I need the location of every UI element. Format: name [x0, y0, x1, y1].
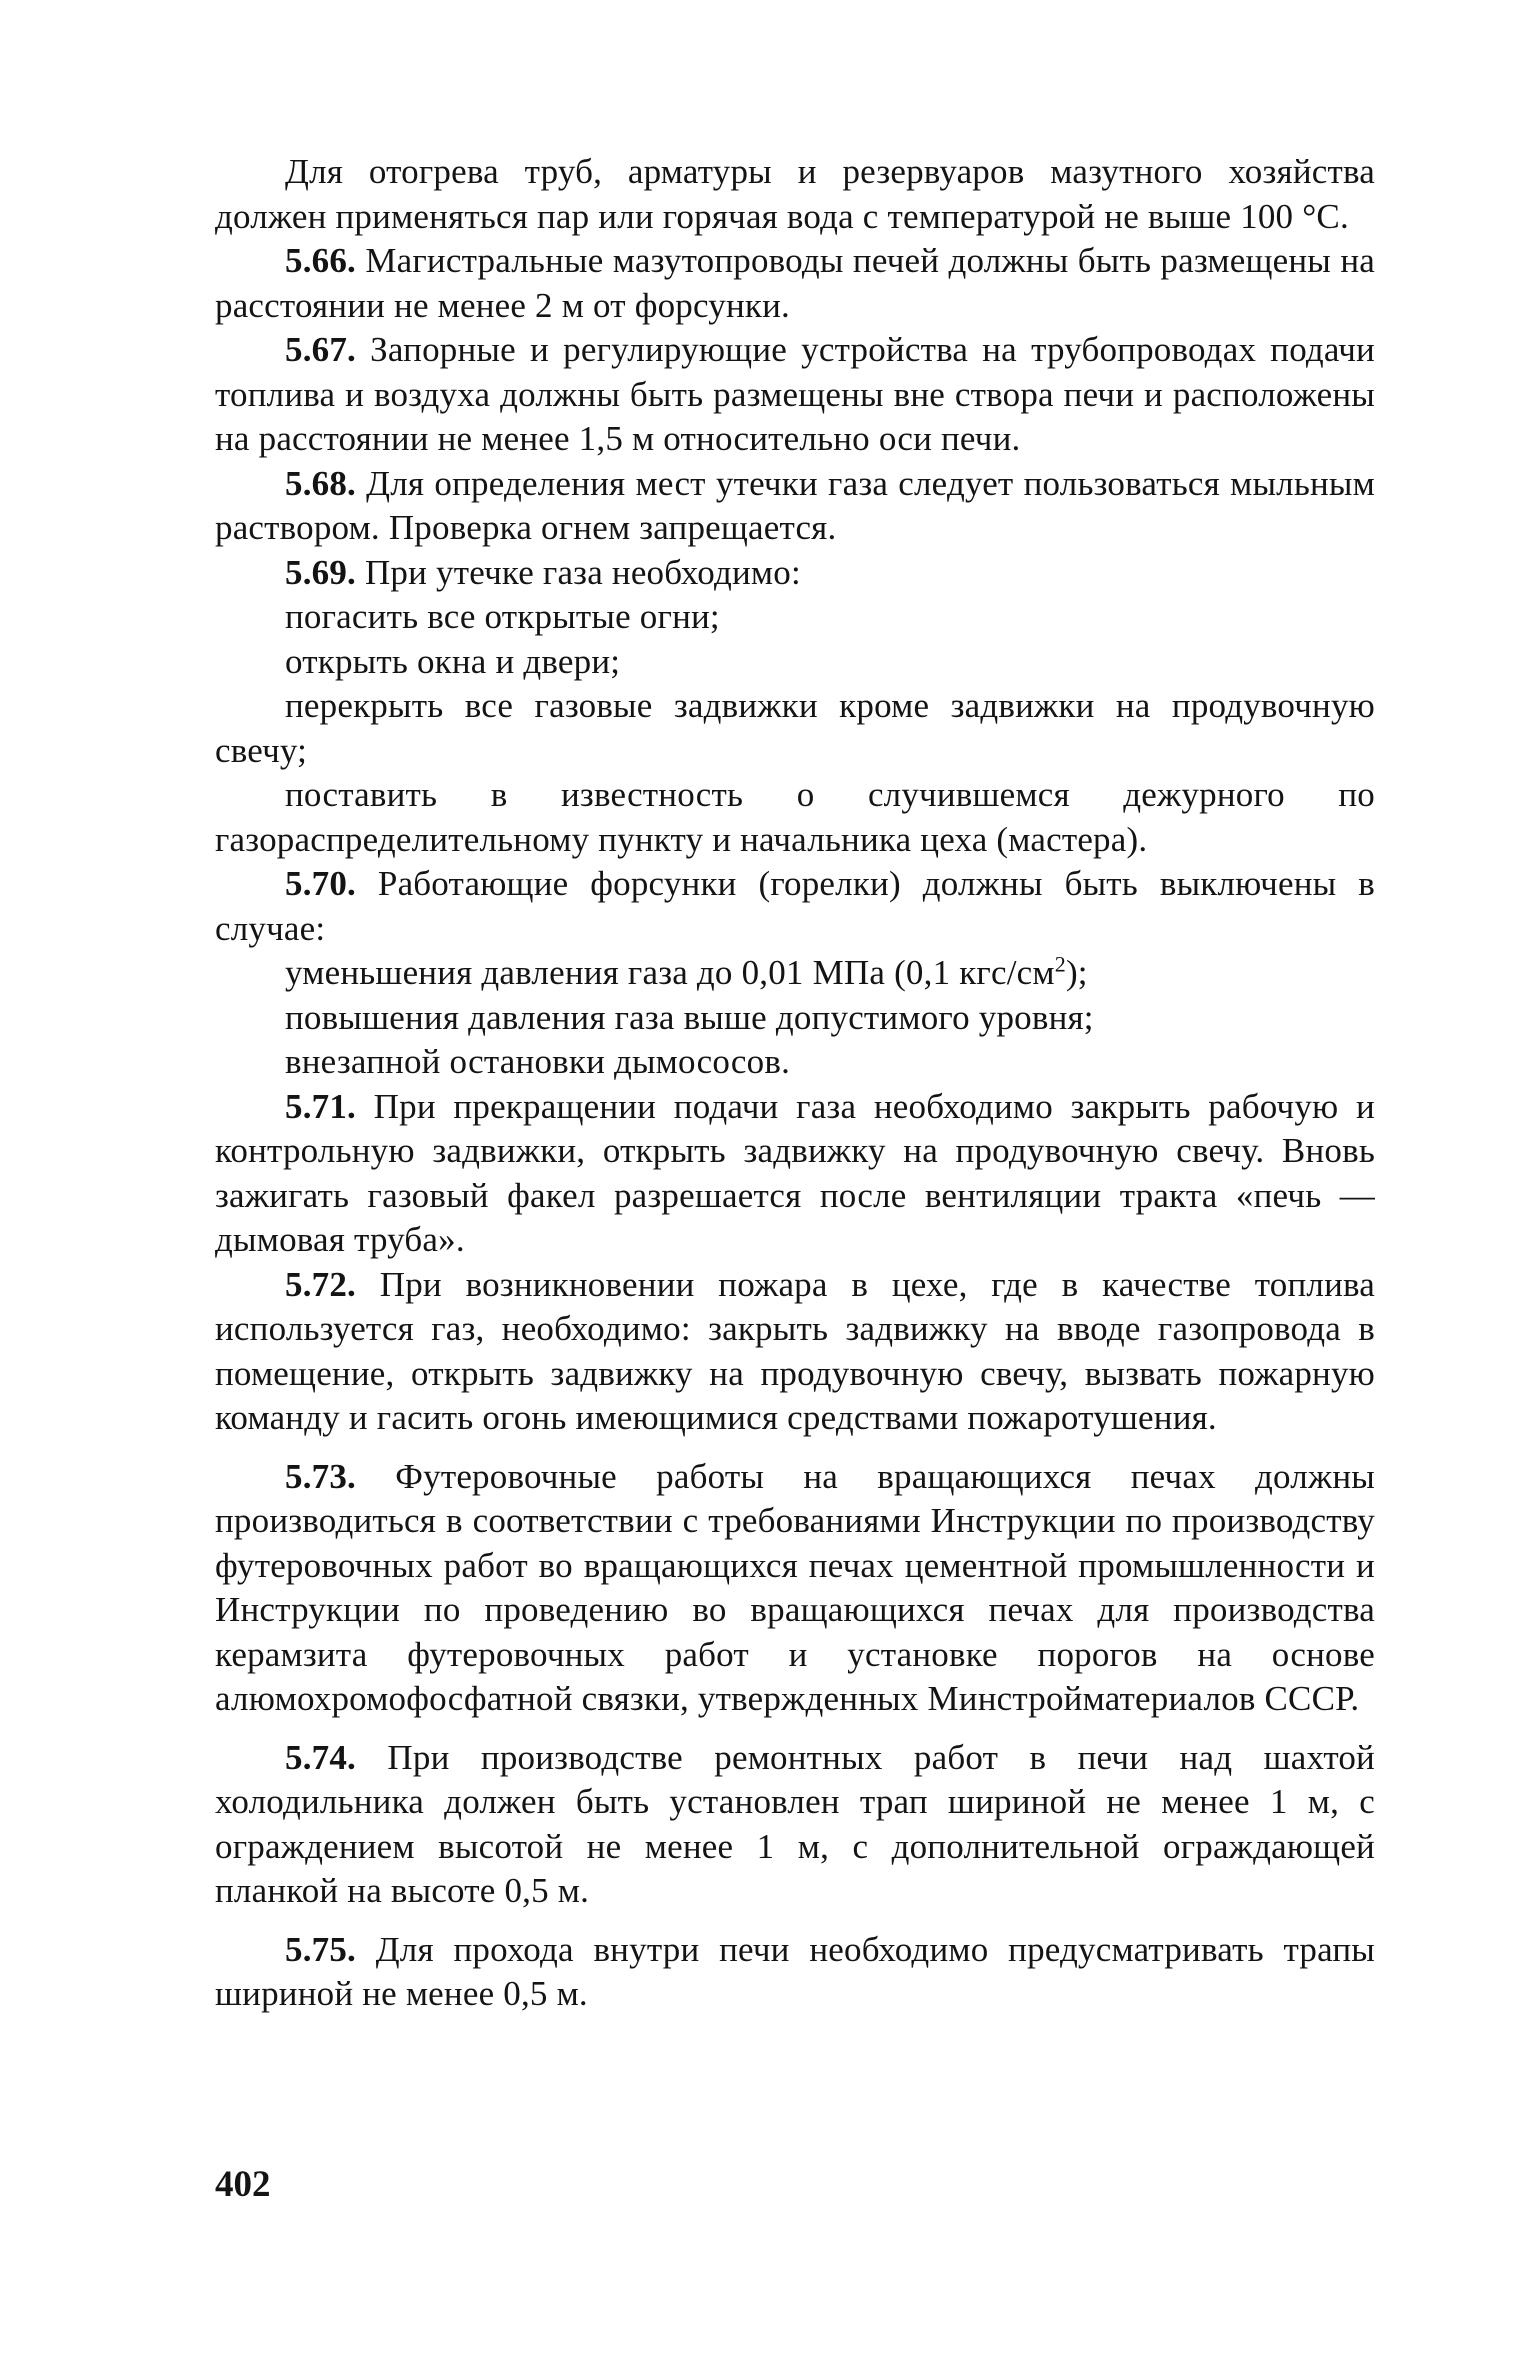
- paragraph-text: Для отогрева труб, арматуры и резервуаров мазутного хозяйства должен применяться пар или горячая вода с температурой не выше 100 °С.: [215, 152, 1375, 236]
- list-item-text: поставить в известность о случившемся дежурного по газораспределительному пункту и начальника цеха (мастера).: [215, 775, 1375, 859]
- paragraph-text: При возникновении пожара в цехе, где в качестве топлива используется газ, необходимо: закрыть задвижку на вводе газопровода в помещение, открыть задвижку на продувочную свечу, вызвать пожарную команду и гасить огонь имеющимися средствами пожаротушения.: [215, 1264, 1375, 1437]
- section-number: 5.67.: [285, 330, 356, 369]
- section-number: 5.68.: [285, 463, 356, 503]
- paragraph-5-75: [215, 1928, 1375, 2017]
- superscript: 2: [1054, 951, 1066, 977]
- list-item-text: открыть окна и двери;: [285, 641, 621, 681]
- paragraph-text: Запорные и регулирующие устройства на трубопроводах подачи топлива и воздуха должны быть размещены вне створа печи и расположены на расстоянии не менее 1,5 м относительно оси печи.: [215, 330, 1375, 458]
- section-number: 5.73.: [285, 1456, 356, 1496]
- section-number: 5.74.: [285, 1737, 356, 1777]
- paragraph-5-70: [215, 862, 1375, 951]
- section-number: 5.69.: [285, 552, 356, 592]
- list-item: [215, 595, 1375, 640]
- paragraph-text: Для определения мест утечки газа следует пользоваться мыльным раствором. Проверка огнем запрещается.: [215, 463, 1375, 547]
- paragraph-heating: [215, 150, 1375, 239]
- list-item: [215, 1040, 1375, 1085]
- list-item: [215, 951, 1375, 996]
- list-item-text: уменьшения давления газа до 0,01 МПа (0,1 кгс/см: [285, 953, 1055, 992]
- page-body: [215, 150, 1375, 2017]
- section-number: 5.72.: [285, 1264, 356, 1304]
- paragraph-5-66: [215, 239, 1375, 328]
- list-item: [215, 996, 1375, 1041]
- paragraph-text: Футеровочные работы на вращающихся печах должны производиться в соответствии с требованиями Инструкции по производству футеровочных работ во вращающихся печах цементной промышленности и Инструкции по проведению во вращающихся печах для производства керамзита футеровочных работ и установке порогов на основе алюмохромофосфатной связки, утвержденных Минстройматериалов СССР.: [215, 1456, 1375, 1718]
- paragraph-text: Для прохода внутри печи необходимо предусматривать трапы шириной не менее 0,5 м.: [215, 1929, 1375, 2013]
- paragraph-5-69: [215, 551, 1375, 596]
- paragraph-text: Работающие форсунки (горелки) должны быть выключены в случае:: [215, 864, 1375, 948]
- paragraph-5-72: [215, 1263, 1375, 1441]
- paragraph-5-71: [215, 1085, 1375, 1263]
- list-item-text: перекрыть все газовые задвижки кроме задвижки на продувочную свечу;: [215, 686, 1375, 770]
- paragraph-5-74: [215, 1736, 1375, 1914]
- list-item-text-end: );: [1065, 953, 1088, 992]
- paragraph-5-73: [215, 1455, 1375, 1722]
- section-number: 5.70.: [285, 864, 356, 903]
- page-number: 402: [215, 2164, 271, 2205]
- paragraph-text: При прекращении подачи газа необходимо закрыть рабочую и контрольную задвижки, открыть задвижку на продувочную свечу. Вновь зажигать газовый факел разрешается после вентиляции тракта «печь — дымовая труба».: [215, 1086, 1375, 1259]
- list-item: [215, 773, 1375, 862]
- section-number: 5.75.: [285, 1929, 356, 1969]
- paragraph-text: Магистральные мазутопроводы печей должны быть размещены на расстоянии не менее 2 м от форсунки.: [215, 241, 1375, 325]
- section-number: 5.71.: [285, 1086, 356, 1126]
- paragraph-text: При утечке газа необходимо:: [356, 552, 801, 592]
- paragraph-5-68: [215, 462, 1375, 551]
- paragraph-5-67: [215, 328, 1375, 462]
- paragraph-text: При производстве ремонтных работ в печи над шахтой холодильника должен быть установлен трап шириной не менее 1 м, с ограждением высотой не менее 1 м, с дополнительной ограждающей планкой на высоте 0,5 м.: [215, 1737, 1375, 1910]
- list-item: [215, 684, 1375, 773]
- list-item-text: погасить все открытые огни;: [285, 597, 720, 636]
- section-number: 5.66.: [285, 241, 356, 280]
- list-item-text: повышения давления газа выше допустимого уровня;: [285, 997, 1094, 1037]
- list-item-text: внезапной остановки дымососов.: [285, 1042, 791, 1081]
- list-item: [215, 640, 1375, 685]
